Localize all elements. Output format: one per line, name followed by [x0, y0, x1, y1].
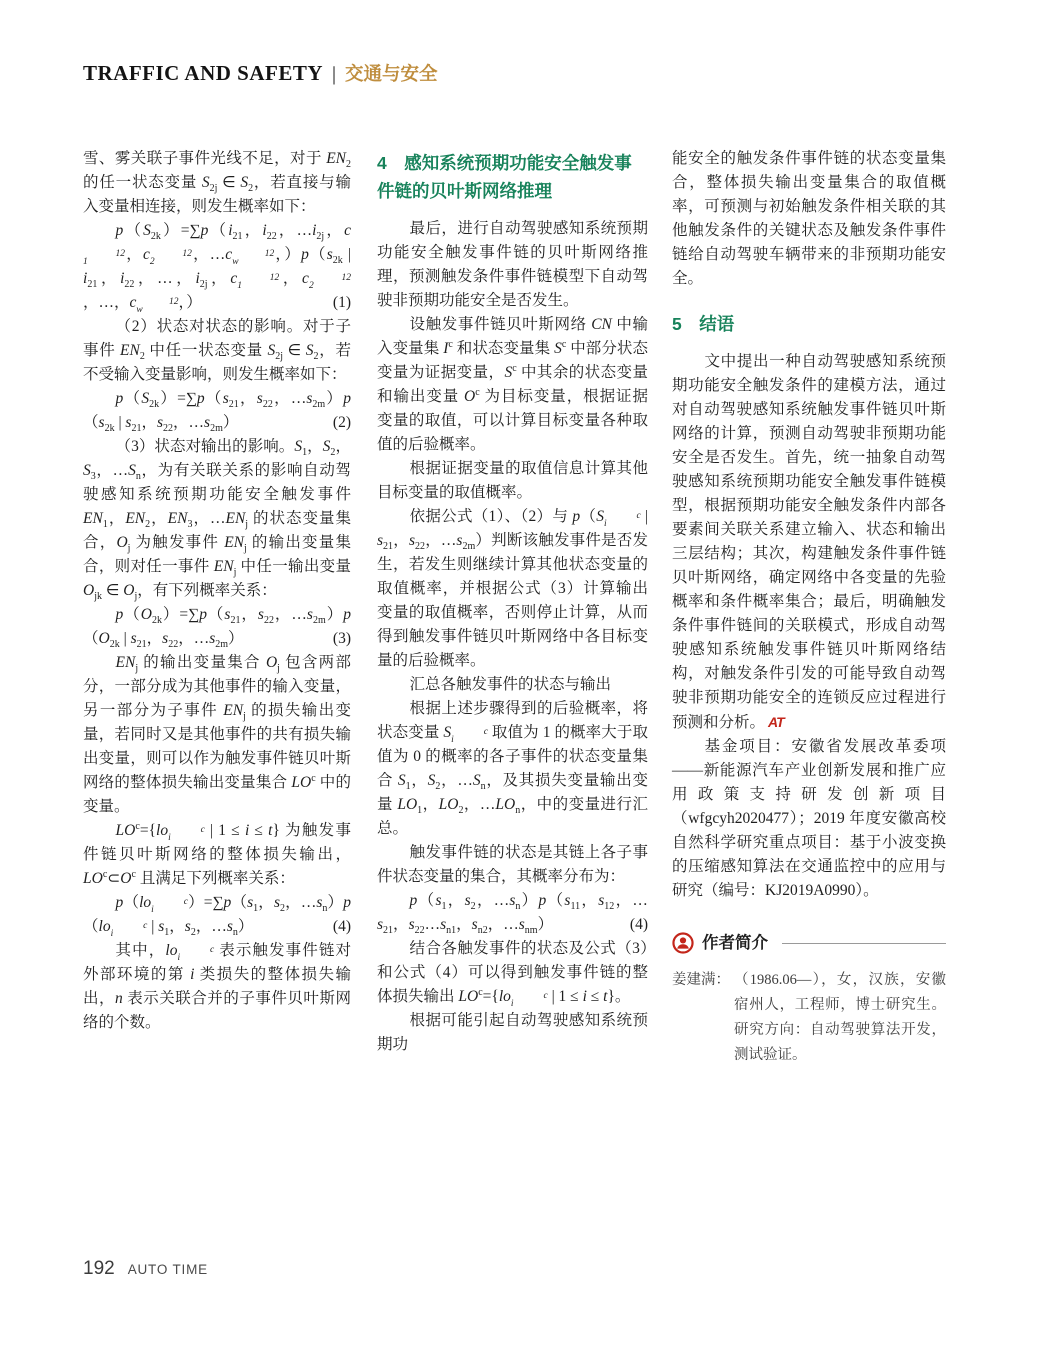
paragraph-continuation: 根据可能引起自动驾驶感知系统预期功	[377, 1012, 648, 1053]
author-name: 姜建满：	[672, 972, 730, 988]
conclusion-paragraph	[672, 350, 946, 735]
equation-1	[83, 219, 351, 315]
paragraph-summary-line: 汇总各触发事件的状态与输出	[409, 676, 612, 693]
author-section-title: 作者简介	[702, 934, 768, 952]
equation-3	[83, 603, 351, 651]
equation-4	[83, 891, 351, 939]
page-header	[83, 60, 438, 86]
funding-paragraph: 基金项目：安徽省发展改革委项——新能源汽车产业创新发展和推广应用政策支持研发创新项目（wfgcyh2020477）；2019 年度安徽高校自然科学研究重点项目：基于小波变换的压缩感知算法在交通监控中的应用与研究（编号：KJ2019A0990）。	[672, 738, 946, 899]
paragraph-prediction: 能安全的触发条件事件链的状态变量集合，整体损失输出变量集合的取值概率，可预测与初始触发条件相关联的其他触发条件的关键状态及触发条件事件链给自动驾驶车辆带来的非预期功能安全。	[672, 150, 946, 287]
equation-4-number: (4)	[332, 918, 351, 935]
paragraph-output-set: $EN_j$ 的输出变量集合 $O_j$ 包含两部分，一部分成为其他事件的输入变量，另一部分为子事件 $EN_j$ 的损失输出变量，若同时又是其他事件的共有损失输出变量，则可以作为触发事件链贝叶斯网络的整体损失输出变量集合 $LO^c$ 中的变量。	[83, 654, 351, 815]
paragraph-chain-state: 触发事件链的状态是其链上各子事件状态变量的集合，其概率分布为：	[377, 844, 648, 885]
equation-2-body: $p(S_{2k})=\sum p(s_{21}$，$s_{22}$，$\dots s_{2m})p(s_{2k}$ | $s_{21}$，$s_{22}$，$\dots s_{2m}$）	[83, 390, 351, 435]
column-middle	[377, 147, 648, 1057]
paragraph-state-on-output: （3）状态对输出的影响。$S_1$，$S_2$，$S_3$，$\dots S_n$，为有关联关系的影响自动驾驶感知系统预期功能安全触发事件 $EN_1$，$EN_2$，$EN_3$，$\dots EN_j$ 的状态变量集合，$O_j$ 为触发事件 $EN_j$ 的输出变量集合，则对任一事件 $EN_j$ 中任一输出变量 $O_{jk}$ ∈ $O_j$，有下列概率关系：	[83, 438, 351, 603]
equation-4-body: p（lo c i ）$=\sum p(s_1$，$s_2$，$\dots s_n)p(lo$ c i | $s_1$，$s_2$，$\dots s_n$）	[83, 894, 351, 939]
end-of-article-mark: AT	[768, 714, 784, 730]
paragraph-posterior: 根据证据变量的取值信息计算其他目标变量的取值概率。	[377, 460, 648, 501]
equation-2	[83, 387, 351, 435]
conclusion-text: 文中提出一种自动驾驶感知系统预期功能安全触发条件的建模方法，通过对自动驾驶感知系统触发事件链贝叶斯网络的计算，预测自动驾驶非预期功能安全是否发生。首先，统一抽象自动驾驶感知系统预期功能安全触发事件链模型，根据预期功能安全触发条件内部各要素间关联关系建立输入、状态和输出三层结构；其次，构建触发条件事件链贝叶斯网络，确定网络中各变量的先验概率和条件概率集合；最后，明确触发条件事件链间的关联模式，形成自动驾驶感知系统触发事件链贝叶斯网络结构，对触发条件引发的可能导致自动驾驶非预期功能安全的连锁反应过程进行预测和分析。	[672, 353, 946, 731]
author-section	[672, 931, 946, 1068]
paragraph-evidence-variables: 设触发事件链贝叶斯网络 CN 中输入变量集 $I^c$ 和状态变量集 $S^c$ 中部分状态变量为证据变量，$S^c$ 中其余的状态变量和输出变量 $O^c$ 为目标变量，根据证据变量的取值，可以计算目标变量各种取值的后验概率。	[377, 316, 648, 453]
page-number: 192	[83, 1258, 115, 1279]
author-bio-text: （1986.06—），女，汉族，安徽宿州人，工程师，博士研究生。研究方向：自动驾驶算法开发，测试验证。	[734, 972, 946, 1063]
section-heading-5: 5 结语	[672, 314, 735, 334]
journal-section-cn: 交通与安全	[345, 65, 438, 85]
paragraph-formula-judgement: 依据公式（1）、（2）与 p（S c i | $s_{21}$，$s_{22}$，$\dots s_{2m}$）判断该触发事件是否发生，若发生则继续计算其他状态变量的取值概率，并根据公式（3）计算输出变量的取值概率，否则停止计算，从而得到触发事件链贝叶斯网络中各目标变量的后验概率。	[377, 508, 648, 669]
equation-3-number: (3)	[332, 630, 351, 647]
author-section-header	[672, 931, 946, 955]
author-person-icon	[672, 932, 694, 954]
equation-3-body: $p(O_{2k})=\sum p(s_{21}$，$s_{22}$，$\dots s_{2m})p(O_{2k}$ | $s_{21}$，$s_{22}$，$\dots s_{2m}$）	[83, 606, 351, 651]
journal-section-en: TRAFFIC AND SAFETY	[83, 61, 324, 85]
author-section-rule	[782, 943, 946, 944]
header-separator: |	[332, 63, 337, 85]
page-footer	[83, 1258, 208, 1280]
paragraph-snow-fog: 雪、雾关联子事件光线不足，对于 $EN_2$ 的任一状态变量 $S_{2j}$ ∈ $S_2$，若直接与输入变量相连接，则发生概率如下：	[83, 150, 351, 215]
paragraph-state-on-state: （2）状态对状态的影响。对于子事件 $EN_2$ 中任一状态变量 $S_{2j}$ ∈ $S_2$，若不受输入变量影响，则发生概率如下：	[83, 318, 351, 383]
section-heading-4: 4 感知系统预期功能安全触发事件链的贝叶斯网络推理	[377, 153, 632, 201]
equation-4b	[377, 889, 648, 937]
paragraph-inference-intro: 最后，进行自动驾驶感知系统预期功能安全触发事件链的贝叶斯网络推理，预测触发条件事件链模型下自动驾驶非预期功能安全是否发生。	[377, 220, 648, 309]
equation-2-number: (2)	[332, 414, 351, 431]
equation-1-number: (1)	[332, 294, 351, 311]
journal-name: AUTO TIME	[127, 1262, 208, 1277]
equation-4b-body: $p(s_1$，$s_2$，$\dots s_n)p(s_{11}$，$s_{12}$，$\dots s_{21}$，$s_{22}\dots s_{n1}$，$s_{n2}$，$\dots s_{nm}$）	[377, 892, 648, 937]
column-right	[672, 147, 946, 1068]
paragraph-loss-output: $LO^c=\{lo$ c i | 1 ≤ i ≤ t} 为触发事件链贝叶斯网络的整体损失输出，$LO^c\subset O^c$ 且满足下列概率关系：	[83, 820, 351, 887]
paragraph-loss-definition: 其中，lo c i 表示触发事件链对外部环境的第 i 类损失的整体损失输出，n 表示关联合并的子事件贝叶斯网络的个数。	[83, 942, 351, 1031]
paragraph-aggregate: 根据上述步骤得到的后验概率，将状态变量 S c i 取值为 1 的概率大于取值为 0 的概率的各子事件的状态变量集合 $S_1$，$S_2$，$\dots S_n$，及其损失变量输出变量 $LO_1$，$LO_2$，$\dots LO_n$，中的变量进行汇总。	[377, 700, 648, 837]
equation-4b-number: (4)	[629, 916, 648, 933]
paragraph-overall-loss: 结合各触发事件的状态及公式（3）和公式（4）可以得到触发事件链的整体损失输出 $LO^c=\{lo$ c i | 1 ≤ i ≤ t}。	[377, 940, 648, 1009]
equation-1-body: $p(S_{2k})=\sum p(i_{21}$，$i_{22}$，$\dots i_{2j}$，c12 1 ，c 12 2 ，…c 12 w ，）$p(s_{2k}$ | $i_{21}$，$i_{22}$，…，$i_{2j}$，c 12 1 ，c 12 2，…，c 12 w ，）	[83, 222, 351, 315]
column-left	[83, 147, 351, 1035]
author-bio	[672, 968, 946, 1068]
